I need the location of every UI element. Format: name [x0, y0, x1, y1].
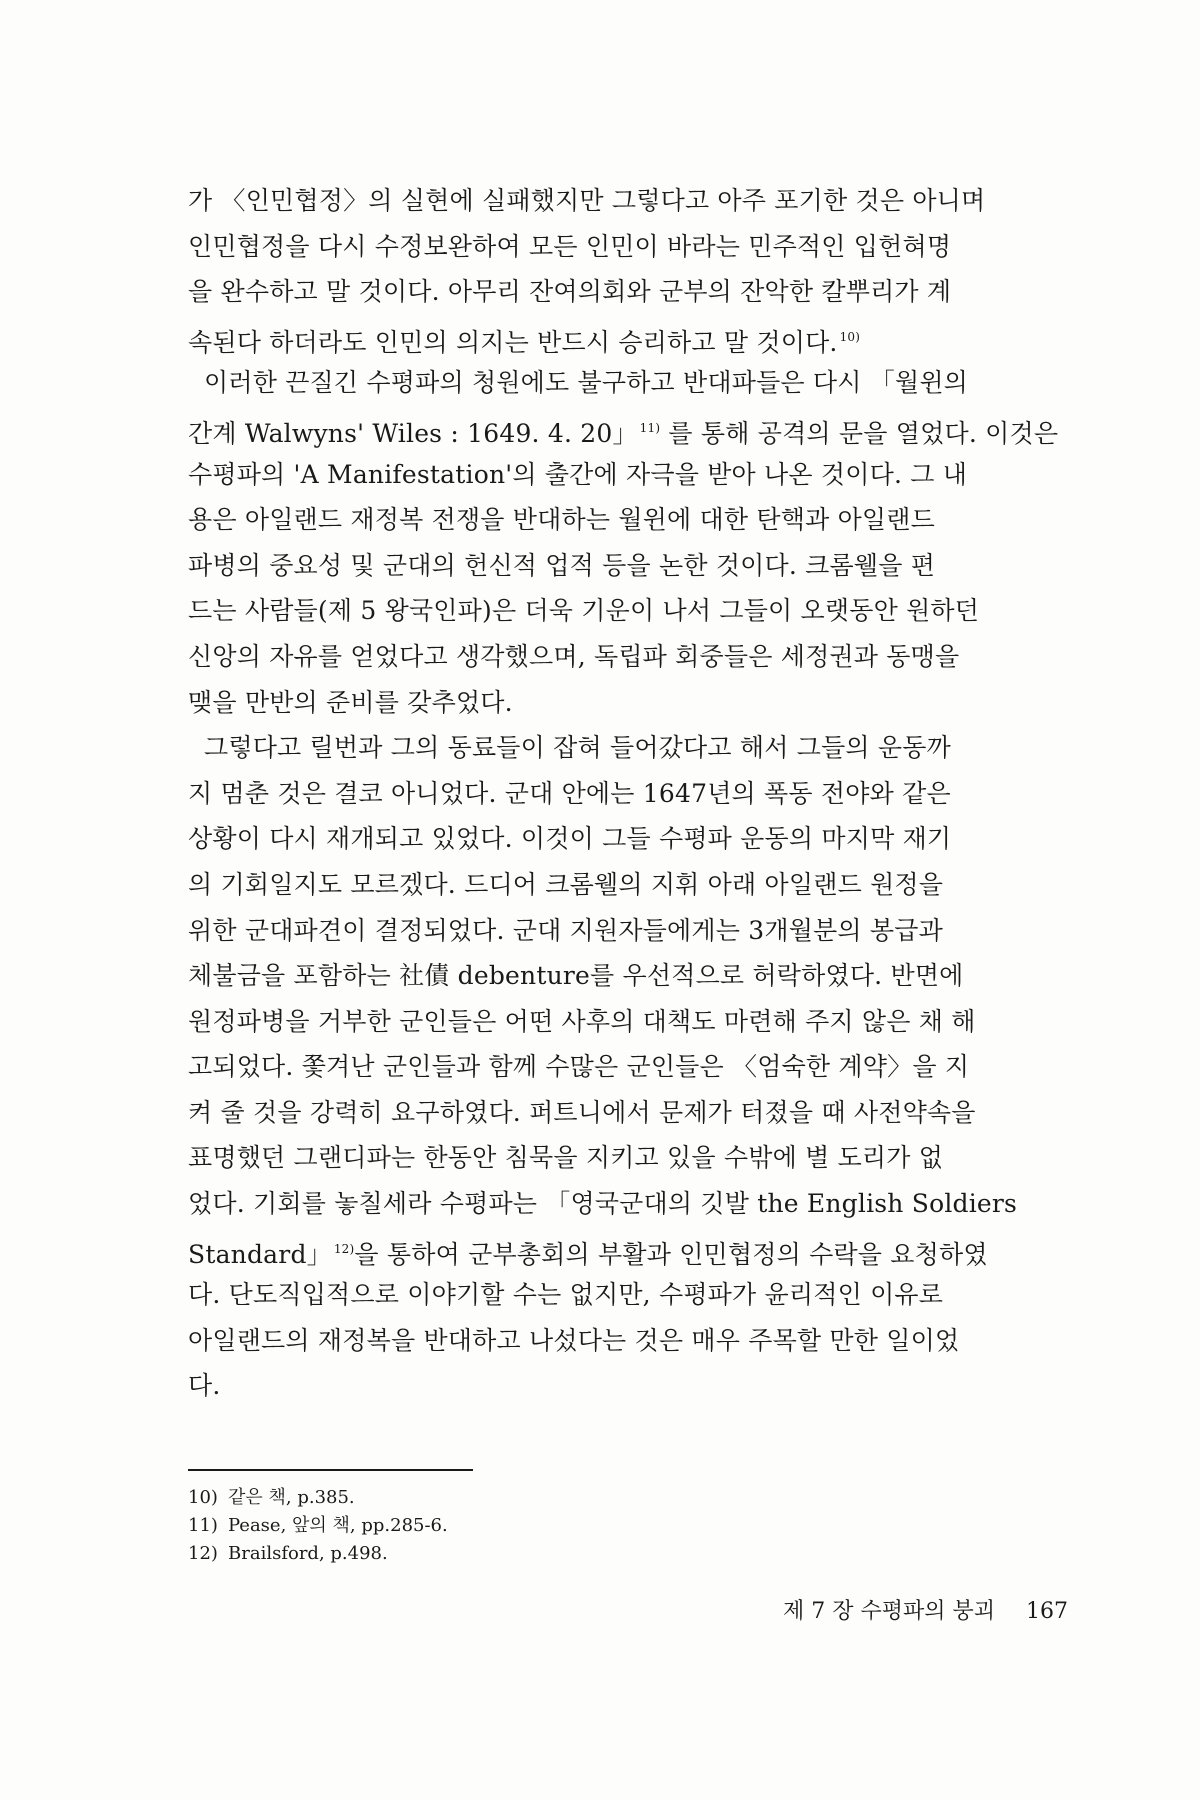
text-line: 수평파의 'A Manifestation'의 출간에 자극을 받아 나온 것이다. 그 내: [188, 459, 968, 489]
footnote-divider: [188, 1469, 473, 1471]
text-line: [188, 315, 1074, 361]
running-footer: [783, 1594, 1068, 1625]
text-line: [188, 406, 1074, 452]
text-line: 파병의 중요성 및 군대의 헌신적 업적 등을 논한 것이다. 크롬웰을 편: [188, 550, 936, 580]
text-segment: Standard」: [188, 1239, 332, 1269]
text-segment: 을 통하여 군부총회의 부활과 인민협정의 수락을 요청하였: [354, 1239, 988, 1269]
footnote-number: 11): [188, 1515, 218, 1536]
text-segment: 를 통해 공격의 문을 열었다. 이것은: [668, 418, 1059, 448]
footnote-ref-10: 10): [839, 329, 861, 344]
text-line: 위한 군대파견이 결정되었다. 군대 지원자들에게는 3개월분의 봉급과: [188, 915, 943, 945]
text-line: 다.: [188, 1371, 221, 1401]
footnote-number: 12): [188, 1543, 218, 1564]
text-line: [188, 1227, 1074, 1273]
footnotes: [188, 1484, 448, 1568]
text-line: 아일랜드의 재정복을 반대하고 나섰다는 것은 매우 주목할 만한 일이었: [188, 1325, 960, 1355]
text-line: 지 멈춘 것은 결코 아니었다. 군대 안에는 1647년의 폭동 전야와 같은: [188, 778, 951, 808]
text-line: 신앙의 자유를 얻었다고 생각했으며, 독립파 회중들은 세정권과 동맹을: [188, 641, 960, 671]
text-line: 켜 줄 것을 강력히 요구하였다. 퍼트니에서 문제가 터졌을 때 사전약속을: [188, 1097, 976, 1127]
text-line: 을 완수하고 말 것이다. 아무리 잔여의회와 군부의 잔악한 칼뿌리가 계: [188, 277, 952, 307]
text-line: 상황이 다시 재개되고 있었다. 이것이 그들 수평파 운동의 마지막 재기: [188, 824, 952, 854]
text-line: 다. 단도직입적으로 이야기할 수는 없지만, 수평파가 윤리적인 이유로: [188, 1280, 944, 1310]
footnote-text: Brailsford, p.498.: [228, 1543, 388, 1564]
chapter-title: 제 7 장 수평파의 붕괴: [783, 1599, 995, 1624]
text-segment: 속된다 하더라도 인민의 의지는 반드시 승리하고 말 것이다.: [188, 327, 838, 357]
text-line: 인민협정을 다시 수정보완하여 모든 인민이 바라는 민주적인 입헌혀명: [188, 231, 952, 261]
page-number: 167: [1026, 1599, 1068, 1624]
text-line: 가 〈인민협정〉의 실현에 실패했지만 그렇다고 아주 포기한 것은 아니며: [188, 186, 986, 215]
footnote-11: [188, 1512, 448, 1540]
text-line: 의 기회일지도 모르겠다. 드디어 크롬웰의 지휘 아래 아일랜드 원정을: [188, 869, 944, 899]
text-line: 표명했던 그랜디파는 한동안 침묵을 지키고 있을 수밖에 별 도리가 없: [188, 1143, 944, 1173]
body-text: [188, 178, 1074, 1409]
text-line: 원정파병을 거부한 군인들은 어떤 사후의 대책도 마련해 주지 않은 채 해: [188, 1006, 976, 1036]
text-line: 었다. 기회를 놓칠세라 수평파는 「영국군대의 깃발 the English Soldiers: [188, 1189, 1018, 1219]
text-line: 체불금을 포함하는 社債 debenture를 우선적으로 허락하였다. 반면에: [188, 961, 964, 991]
text-line: 그렇다고 릴번과 그의 동료들이 잡혀 들어갔다고 해서 그들의 운동까: [204, 733, 951, 763]
footnote-10: [188, 1484, 448, 1512]
footnote-text: Pease, 앞의 책, pp.285-6.: [228, 1515, 448, 1536]
text-line: 용은 아일랜드 재정복 전쟁을 반대하는 월윈에 대한 탄핵과 아일랜드: [188, 505, 935, 535]
footnote-text: 같은 책, p.385.: [228, 1487, 355, 1508]
text-line: 맺을 만반의 준비를 갖추었다.: [188, 687, 513, 717]
footnote-number: 10): [188, 1487, 218, 1508]
footnote-ref-12: 12): [333, 1241, 355, 1256]
text-line: 이러한 끈질긴 수평파의 청원에도 불구하고 반대파들은 다시 「월윈의: [204, 368, 969, 398]
text-segment: 간계 Walwyns' Wiles : 1649. 4. 20」: [188, 418, 638, 448]
text-line: 고되었다. 쫓겨난 군인들과 함께 수많은 군인들은 〈엄숙한 계약〉을 지: [188, 1052, 970, 1082]
footnote-12: [188, 1540, 448, 1568]
text-line: 드는 사람들(제 5 왕국인파)은 더욱 기운이 나서 그들이 오랫동안 원하던: [188, 596, 980, 626]
footnote-ref-11: 11): [639, 420, 661, 435]
